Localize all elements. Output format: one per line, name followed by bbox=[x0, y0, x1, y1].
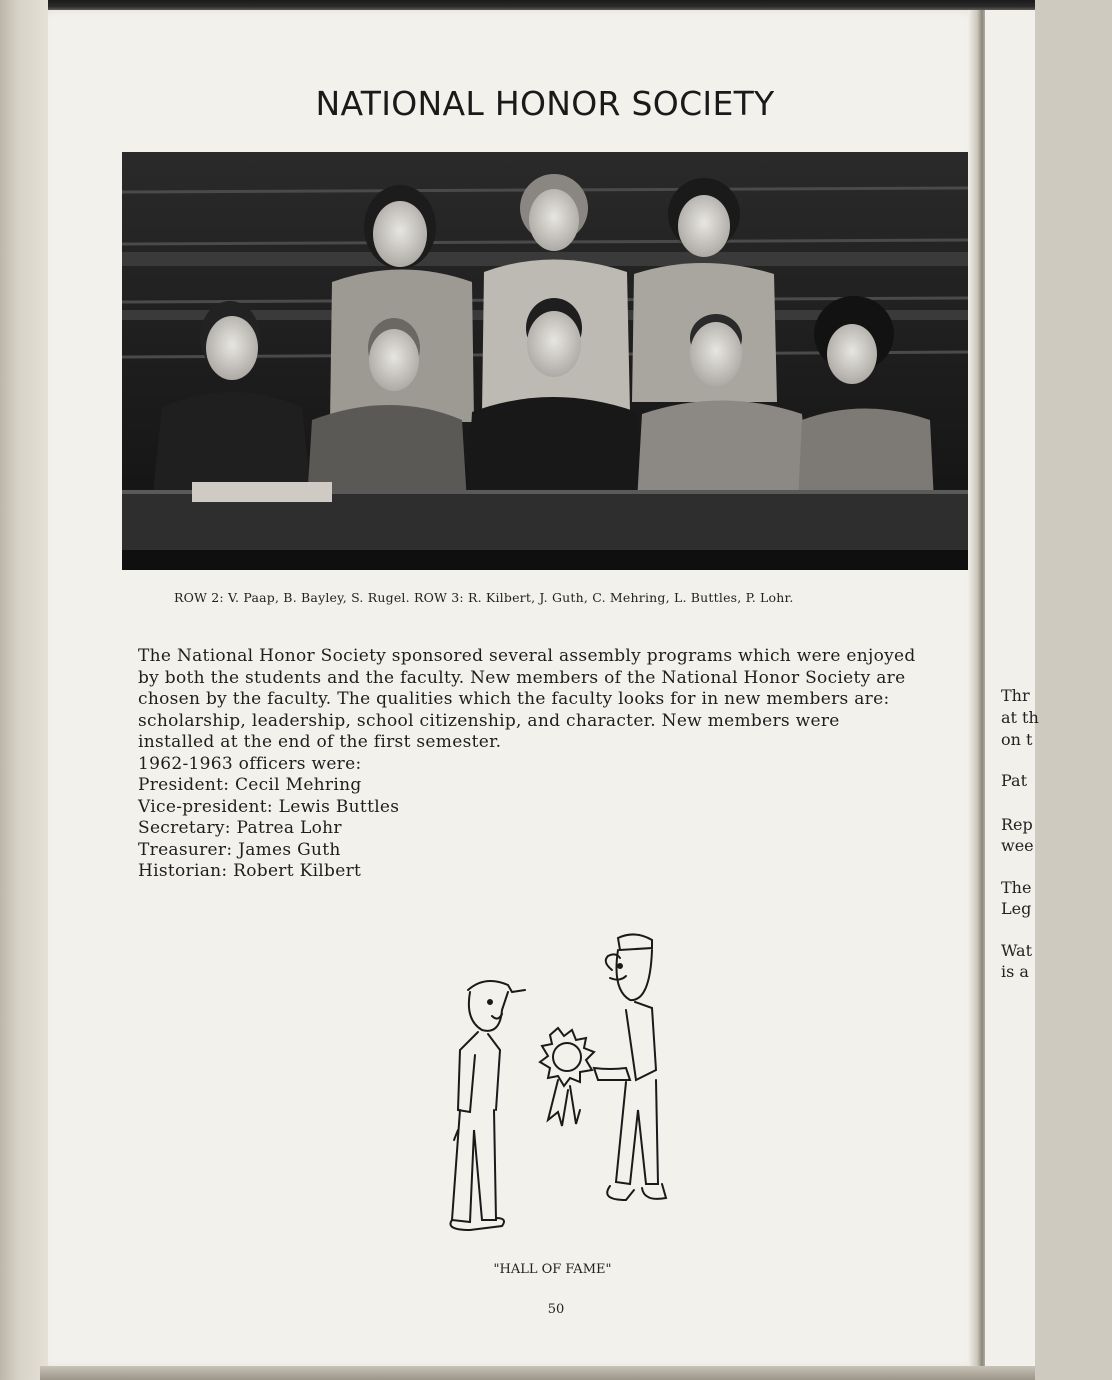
body-line: scholarship, leadership, school citizenship, and character. New members were bbox=[138, 710, 840, 731]
next-page-fragment: Rep bbox=[1001, 815, 1033, 834]
body-line: The National Honor Society sponsored several assembly programs which were enjoyed bbox=[138, 646, 916, 666]
body-line: by both the students and the faculty. New members of the National Honor Society are bbox=[138, 667, 906, 688]
group-photo-illustration bbox=[122, 152, 968, 570]
next-page-fragment: Thr bbox=[1001, 686, 1030, 705]
book-bottom-edge bbox=[40, 1366, 1035, 1380]
hall-of-fame-cartoon bbox=[430, 930, 680, 1250]
page-number: 50 bbox=[547, 1302, 565, 1317]
next-page-fragment: Wat bbox=[1001, 941, 1033, 960]
page-title: NATIONAL HONOR SOCIETY bbox=[315, 84, 775, 123]
next-page-fragment: wee bbox=[1001, 836, 1034, 855]
officer-historian: Historian: Robert Kilbert bbox=[138, 861, 362, 881]
next-page-fragment: on t bbox=[1001, 730, 1033, 749]
officer-treasurer: Treasurer: James Guth bbox=[138, 839, 341, 860]
officer-secretary: Secretary: Patrea Lohr bbox=[138, 818, 342, 838]
body-text bbox=[138, 646, 978, 883]
body-line: installed at the end of the first semester. bbox=[138, 732, 502, 752]
next-page-fragment: at th bbox=[1001, 708, 1039, 727]
photo-caption: ROW 2: V. Paap, B. Bayley, S. Rugel. ROW 3: R. Kilbert, J. Guth, C. Mehring, L. Buttles, P. Lohr. bbox=[174, 590, 794, 605]
cartoon-drawing bbox=[430, 930, 680, 1250]
book-binding bbox=[0, 0, 48, 1380]
officer-vice-president: Vice-president: Lewis Buttles bbox=[138, 796, 400, 817]
group-photo bbox=[122, 152, 968, 570]
body-line: chosen by the faculty. The qualities which the faculty looks for in new members are: bbox=[138, 689, 890, 709]
next-page-fragment: Leg bbox=[1001, 899, 1032, 918]
next-page-fragment: The bbox=[1001, 878, 1032, 897]
next-page-fragment: is a bbox=[1001, 962, 1029, 981]
officers-heading: 1962-1963 officers were: bbox=[138, 753, 362, 774]
officer-president: President: Cecil Mehring bbox=[138, 775, 362, 795]
next-page-fragment: Pat bbox=[1001, 771, 1028, 790]
cartoon-caption: "HALL OF FAME" bbox=[493, 1262, 612, 1277]
